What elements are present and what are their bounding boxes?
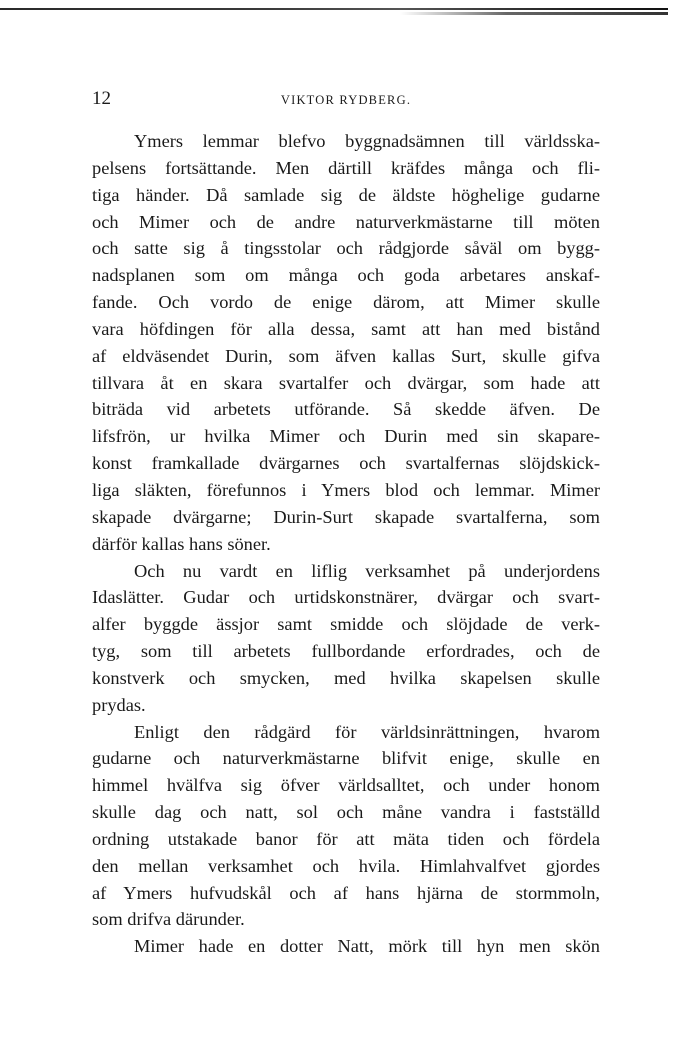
- text-line: fande. Och vordo de enige därom, att Mimer skulle: [92, 292, 600, 313]
- text-line: tillvara åt en skara svartalfer och dvärgar, som hade att: [92, 372, 600, 393]
- text-line: vara höfdingen för alla dessa, samt att han med bistånd: [92, 318, 600, 339]
- top-rule: [0, 8, 668, 10]
- text-line: tyg, som till arbetets fullbordande erfordrades, och de: [92, 641, 600, 662]
- text-line: Och nu vardt en liflig verksamhet på underjordens: [134, 560, 600, 581]
- text-line: konstverk och smycken, med hvilka skapelsen skulle: [92, 667, 600, 688]
- text-line: af eldväsendet Durin, som äfven kallas Surt, skulle gifva: [92, 345, 600, 366]
- top-rule-shadow: [400, 12, 668, 15]
- text-line: himmel hvälfva sig öfver världsalltet, och under honom: [92, 775, 600, 796]
- text-line: lifsfrön, ur hvilka Mimer och Durin med sin skapare-: [92, 426, 600, 447]
- text-line: och satte sig å tingsstolar och rådgjorde såväl om bygg-: [92, 238, 600, 259]
- page-number: 12: [92, 88, 111, 109]
- text-line: konst framkallade dvärgarnes och svartalfernas slöjdskick-: [92, 453, 600, 474]
- text-line: alfer byggde ässjor samt smidde och slöjdade de verk-: [92, 614, 600, 635]
- text-line: skapade dvärgarne; Durin-Surt skapade svartalferna, som: [92, 506, 600, 527]
- running-head: VIKTOR RYDBERG.: [280, 93, 412, 107]
- text-line: pelsens fortsättande. Men därtill kräfdes många och fli-: [92, 157, 600, 178]
- text-line: Mimer hade en dotter Natt, mörk till hyn men skön: [134, 936, 600, 957]
- text-line: Idaslätter. Gudar och urtidskonstnärer, dvärgar och svart-: [92, 587, 600, 608]
- text-line: af Ymers hufvudskål och af hans hjärna de stormmoln,: [92, 882, 600, 903]
- text-line: Enligt den rådgärd för världsinrättningen, hvarom: [134, 721, 600, 742]
- text-line: den mellan verksamhet och hvila. Himlahvalfvet gjordes: [92, 855, 600, 876]
- text-line: gudarne och naturverkmästarne blifvit enige, skulle en: [92, 748, 600, 769]
- text-line: nadsplanen som om många och goda arbetares anskaf-: [92, 265, 600, 286]
- text-line: liga släkten, förefunnos i Ymers blod och lemmar. Mimer: [92, 479, 600, 500]
- text-line: därför kallas hans söner.: [92, 533, 271, 554]
- text-line: biträda vid arbetets utförande. Så skedde äfven. De: [92, 399, 600, 420]
- page-header: [92, 88, 600, 112]
- body-text: [92, 128, 600, 960]
- text-line: ordning utstakade banor för att mäta tiden och fördela: [92, 828, 600, 849]
- text-line: skulle dag och natt, sol och måne vandra i fastställd: [92, 802, 600, 823]
- text-line: tiga händer. Då samlade sig de äldste höghelige gudarne: [92, 184, 600, 205]
- text-line: som drifva därunder.: [92, 909, 245, 930]
- text-line: Ymers lemmar blefvo byggnadsämnen till världsska-: [134, 131, 600, 151]
- text-line: prydas.: [92, 694, 146, 715]
- text-line: och Mimer och de andre naturverkmästarne till möten: [92, 211, 600, 232]
